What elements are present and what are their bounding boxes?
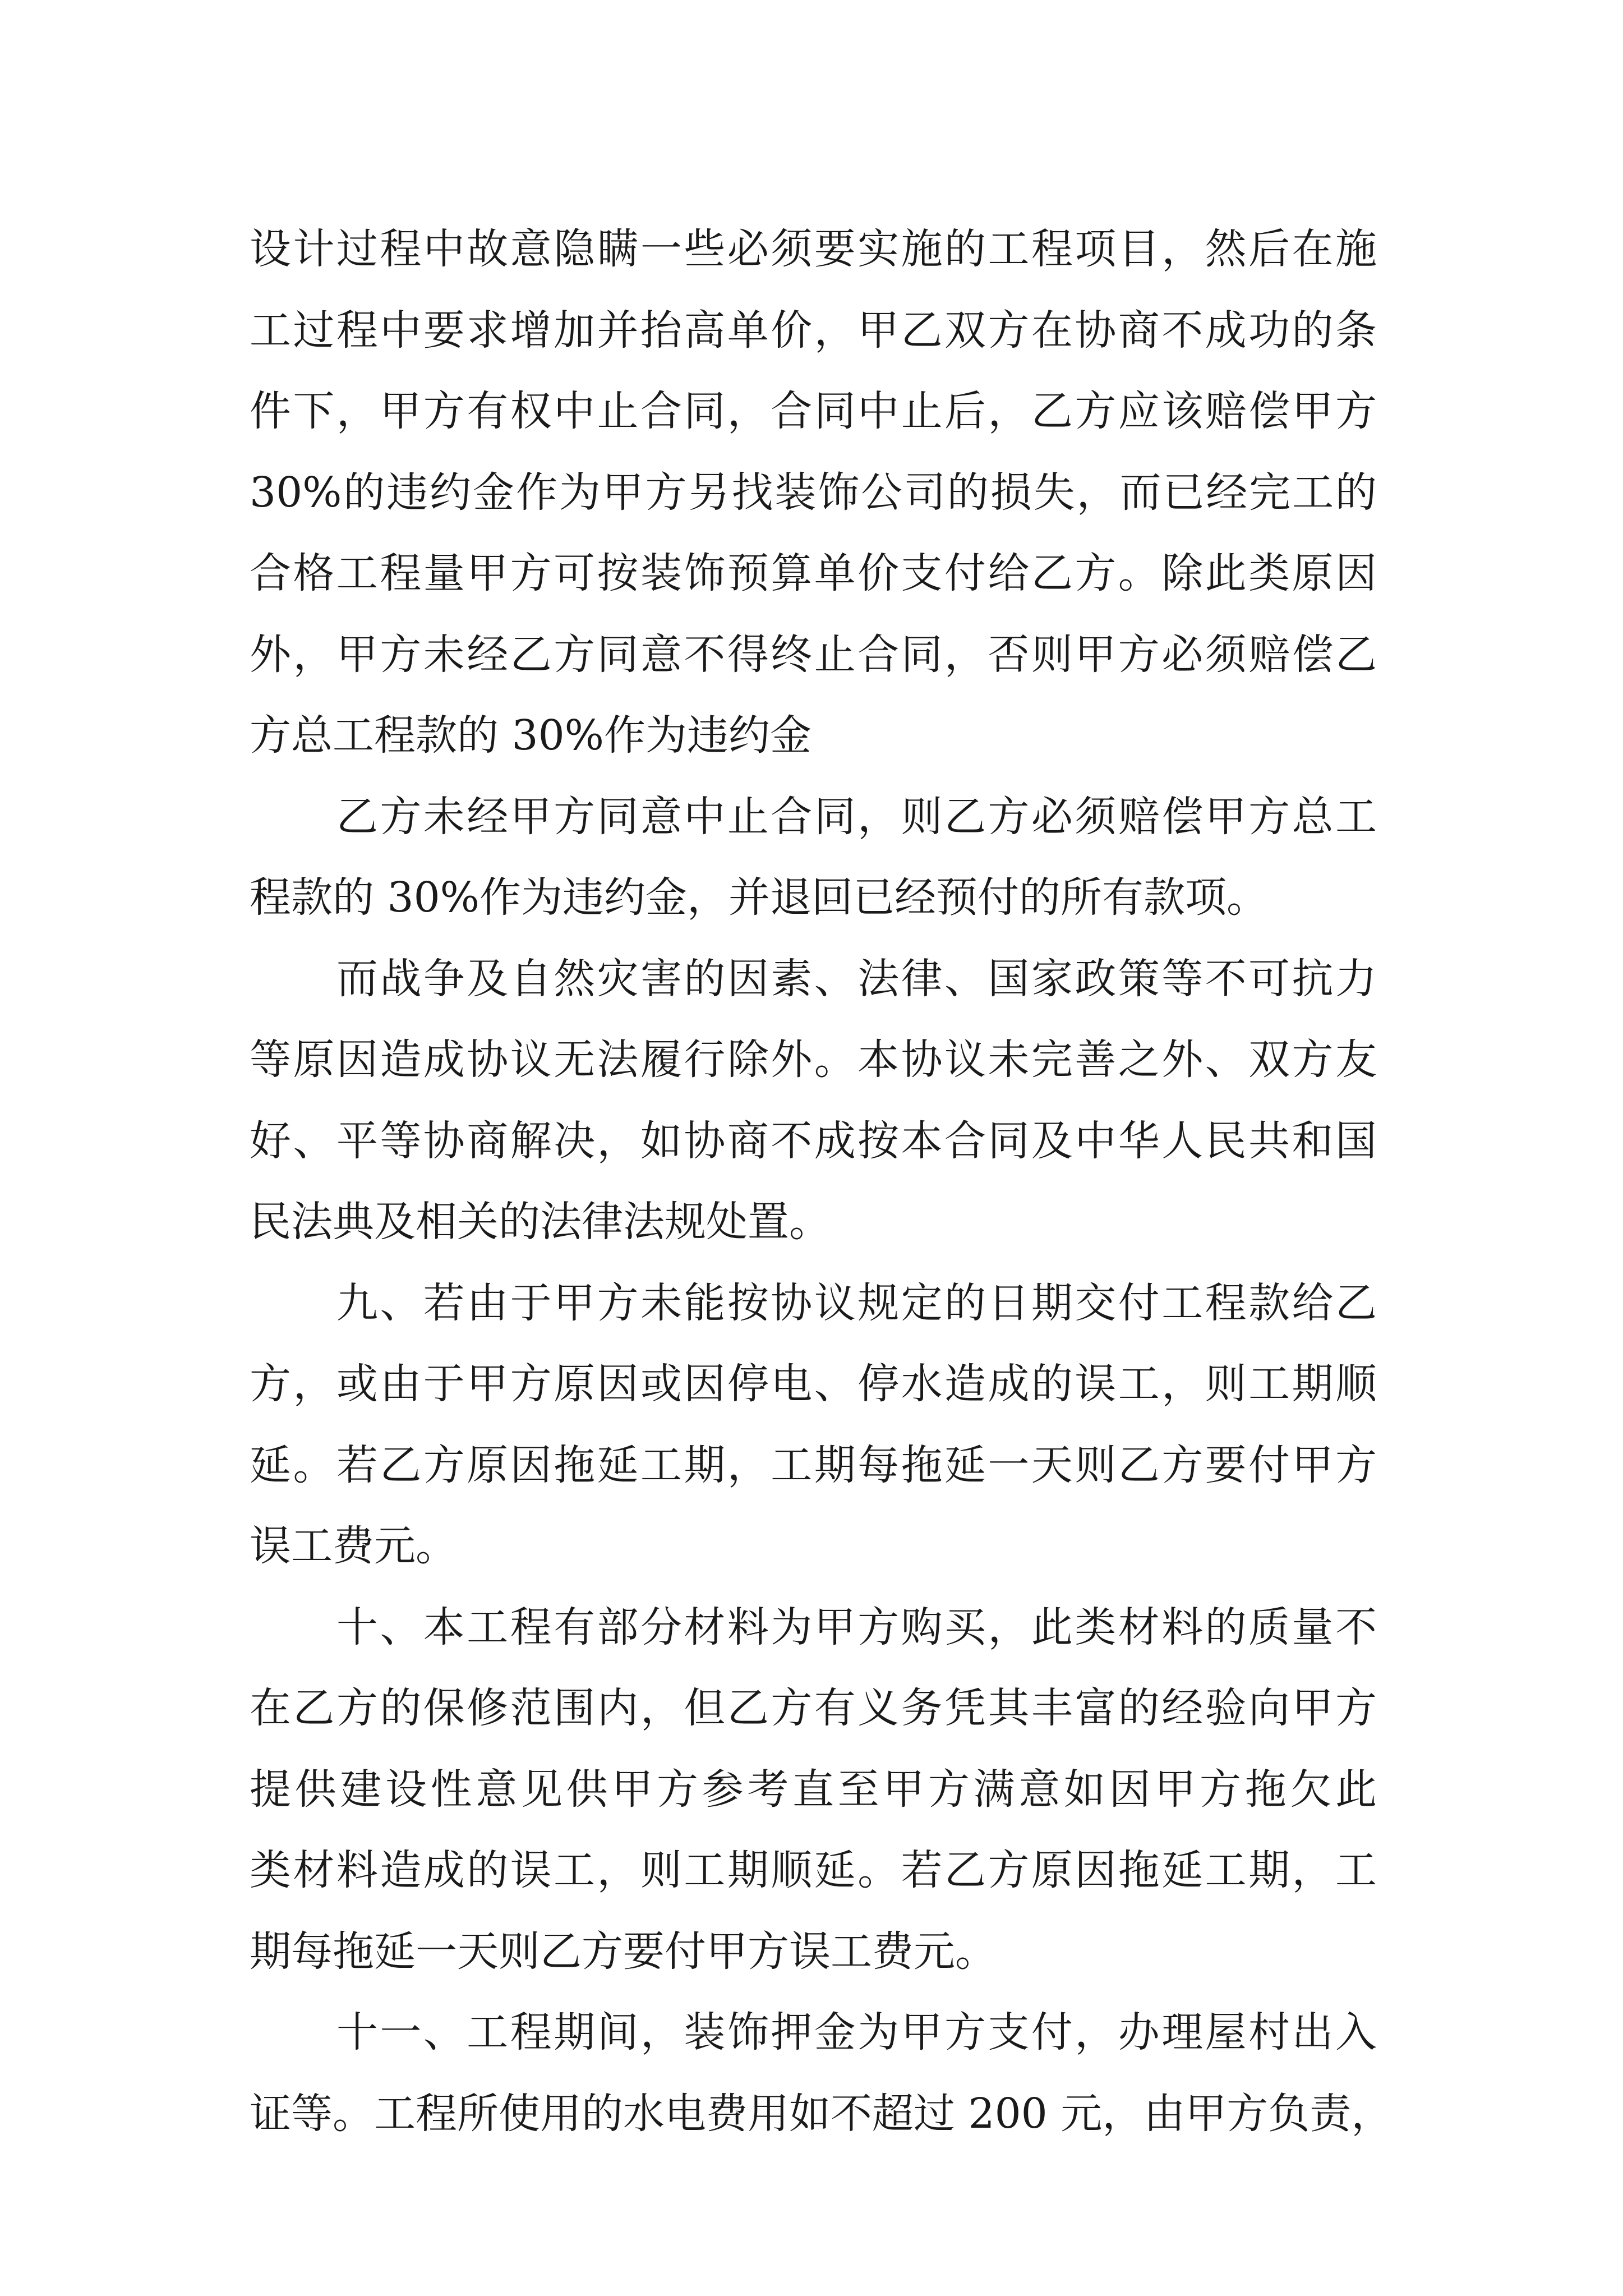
paragraph-force-majeure (250, 938, 1377, 1263)
text-line: 工过程中要求增加并抬高单价，甲乙双方在协商不成功的条 (250, 306, 1377, 355)
text-line: 乙方未经甲方同意中止合同，则乙方必须赔偿甲方总工 (250, 792, 1377, 841)
text-line: 期每拖延一天则乙方要付甲方误工费元。 (250, 1927, 997, 1976)
paragraph-clause-10 (250, 1587, 1377, 1993)
text-line: 十、本工程有部分材料为甲方购买，此类材料的质量不 (250, 1603, 1377, 1651)
text-line: 方，或由于甲方原因或因停电、停水造成的误工，则工期顺 (250, 1360, 1377, 1408)
text-line: 误工费元。 (250, 1522, 457, 1570)
text-line: 提供建设性意见供甲方参考直至甲方满意如因甲方拖欠此 (250, 1765, 1377, 1814)
document-body (250, 209, 1393, 2154)
text-line: 类材料造成的误工，则工期顺延。若乙方原因拖延工期，工 (250, 1846, 1377, 1894)
text-line: 等原因造成协议无法履行除外。本协议未完善之外、双方友 (250, 1036, 1377, 1084)
text-line: 九、若由于甲方未能按协议规定的日期交付工程款给乙 (250, 1278, 1377, 1327)
text-line: 方总工程款的 30%作为违约金 (250, 711, 811, 760)
text-line: 外，甲方未经乙方同意不得终止合同，否则甲方必须赔偿乙 (250, 630, 1377, 679)
text-line: 30%的违约金作为甲方另找装饰公司的损失，而已经完工的 (250, 468, 1377, 517)
paragraph-party-b-termination (250, 776, 1377, 938)
text-line: 合格工程量甲方可按装饰预算单价支付给乙方。除此类原因 (250, 549, 1377, 597)
text-line: 证等。工程所使用的水电费用如不超过 200 元，由甲方负责， (250, 2089, 1393, 2138)
text-line: 而战争及自然灾害的因素、法律、国家政策等不可抗力 (250, 954, 1377, 1003)
paragraph-clause-11 (250, 1992, 1393, 2154)
text-line: 在乙方的保修范围内，但乙方有义务凭其丰富的经验向甲方 (250, 1684, 1377, 1732)
text-line: 十一、工程期间，装饰押金为甲方支付，办理屋村出入 (250, 2008, 1377, 2056)
paragraph-contract-termination (250, 209, 1377, 776)
paragraph-clause-9 (250, 1263, 1377, 1587)
text-line: 设计过程中故意隐瞒一些必须要实施的工程项目，然后在施 (250, 225, 1377, 273)
text-line: 程款的 30%作为违约金，并退回已经预付的所有款项。 (250, 873, 1268, 922)
text-line: 件下，甲方有权中止合同，合同中止后，乙方应该赔偿甲方 (250, 387, 1377, 435)
text-line: 民法典及相关的法律法规处置。 (250, 1198, 831, 1246)
text-line: 延。若乙方原因拖延工期，工期每拖延一天则乙方要付甲方 (250, 1441, 1377, 1489)
text-line: 好、平等协商解决，如协商不成按本合同及中华人民共和国 (250, 1116, 1377, 1165)
